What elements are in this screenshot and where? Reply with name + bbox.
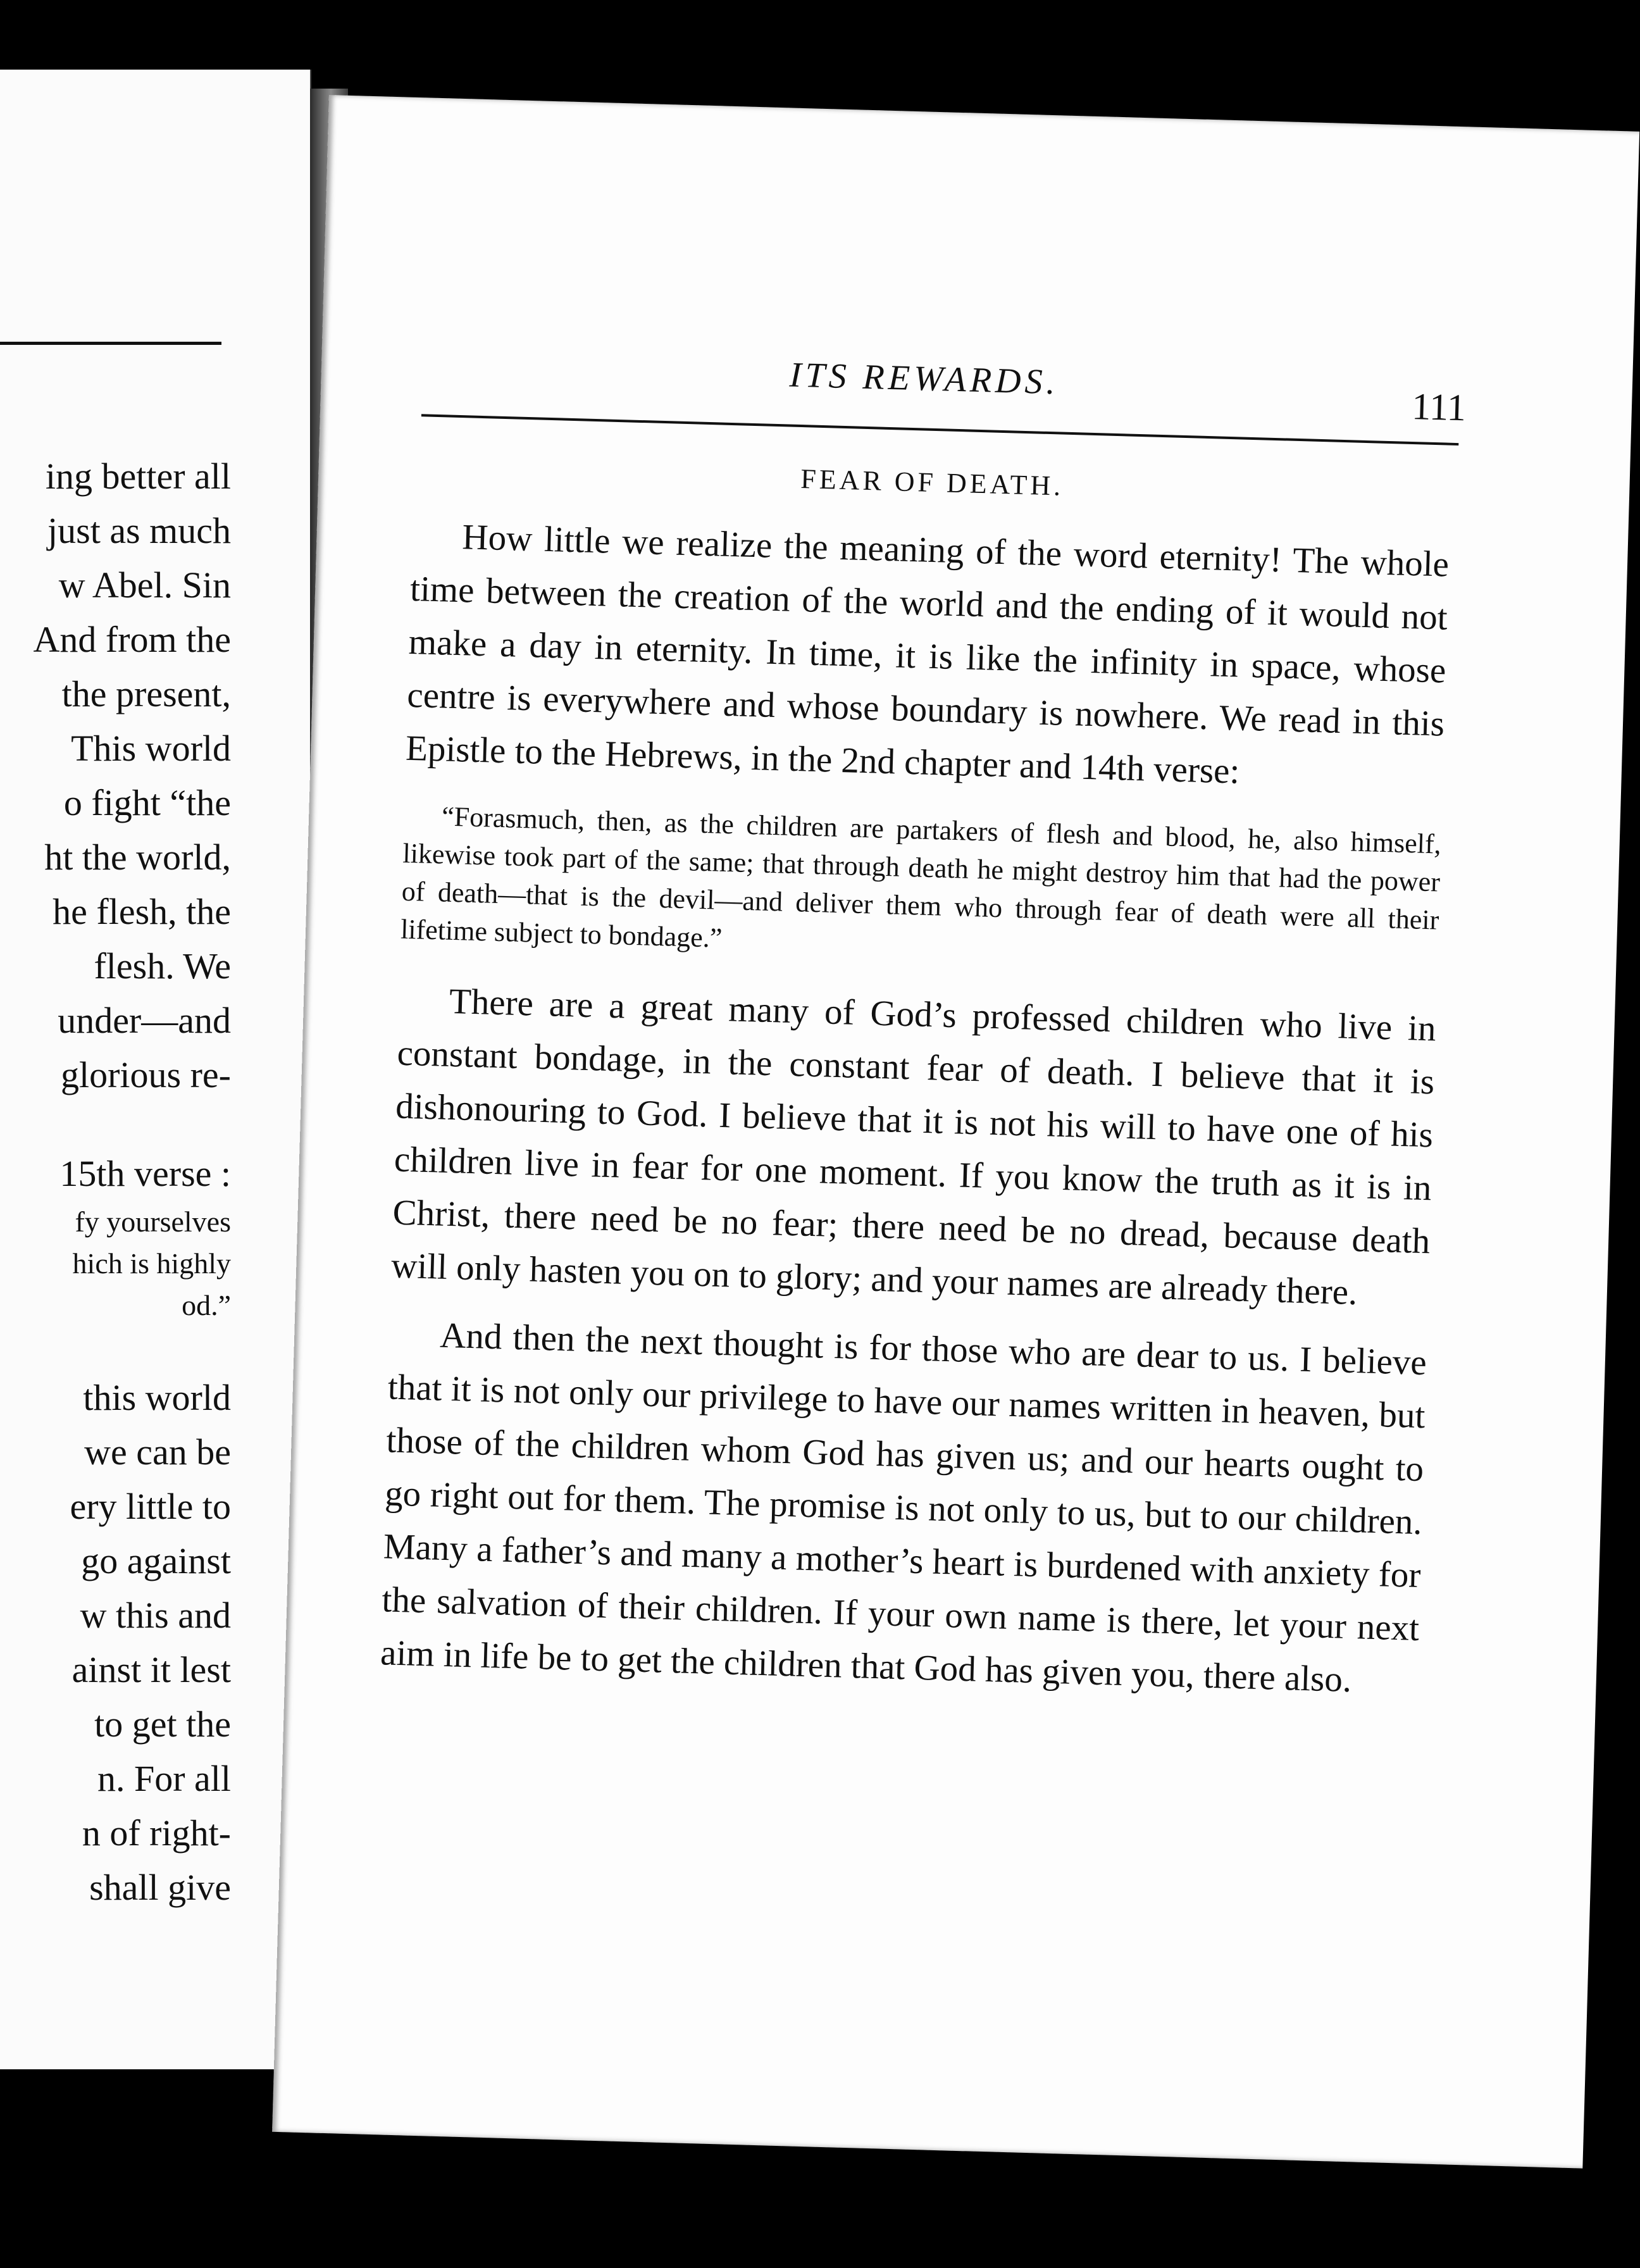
left-line: fy yourselves [75,1206,231,1238]
page-content [380,452,1451,1709]
paragraph: And then the next thought is for those who are dear to us. I believe that it is not only our privilege to have our names written in heaven, but those of the children whom God has given us; and our hearts ought to go right out for them. The promise is not only to us, but to our children. Many a father’s and many a mother’s heart is burdened with anxiety for the salvation of their children. If your own name is there, let your next aim in life be to get the children that God has given you, there also. [380,1315,1427,1700]
left-line: 15th verse : [59,1153,231,1194]
left-line: just as much [47,510,231,551]
left-line: under—and [58,1000,231,1041]
left-line: n of right- [82,1812,231,1854]
scripture-quote: “Forasmuch, then, as the children are partakers of flesh and blood, he, also himself, likewise took part of the same; that through death he might destroy him that had the power of death—that is the devil—and deliver them who through fear of death were all their lifetime subject to bondage.” [400,801,1442,954]
left-line: od.” [182,1289,231,1321]
left-line: he flesh, the [53,891,231,932]
left-line: ht the world, [44,837,231,878]
left-line: the present, [61,673,231,714]
left-page-text [0,449,231,1915]
left-line-gap [0,1102,231,1147]
page-number: 111 [1411,385,1467,429]
left-line: ing better all [45,456,231,497]
page-header [421,332,1467,437]
left-line: go against [81,1540,231,1581]
left-page [0,70,311,2069]
left-line: This world [71,728,231,769]
left-line: we can be [84,1431,231,1473]
running-title: ITS REWARDS. [789,355,1060,402]
left-line: w this and [80,1595,231,1636]
left-line: hich is highly [72,1247,231,1280]
left-line: o fight “the [63,782,231,823]
left-page-rule [0,342,221,345]
left-line: w Abel. Sin [58,564,231,606]
paragraph: How little we realize the meaning of the word eternity! The whole time between the creation of the world and the ending of it would not make a day in eternity. In time, it is like the infinity in space, whose centre is everywhere and whose boundary is nowhere. We read in this Epistle to the Hebrews, in the 2nd chapter and 14th verse: [405,517,1450,792]
left-line: And from the [33,619,231,660]
left-line: shall give [89,1867,231,1908]
left-line: ery little to [70,1486,231,1527]
left-line: ainst it lest [71,1649,231,1690]
left-line: flesh. We [94,945,231,987]
right-page [272,95,1639,2169]
left-line: glorious re- [61,1054,231,1095]
left-line: this world [83,1377,231,1418]
header-rule [421,414,1458,446]
left-line: n. For all [97,1758,231,1799]
section-title: FEAR OF DEATH. [800,463,1064,502]
left-line-gap [0,1326,231,1371]
paragraph: There are a great many of God’s professed children who live in constant bondage, in the constant fear of death. I believe that it is dishonouring to God. I believe that it is not his will to have one of his children live in fear for one moment. If you know the truth as it is in Christ, there need be no fear; there need be no dread, because death will only hasten you on to glory; and your names are already there. [390,981,1437,1313]
left-line: to get the [94,1704,231,1745]
